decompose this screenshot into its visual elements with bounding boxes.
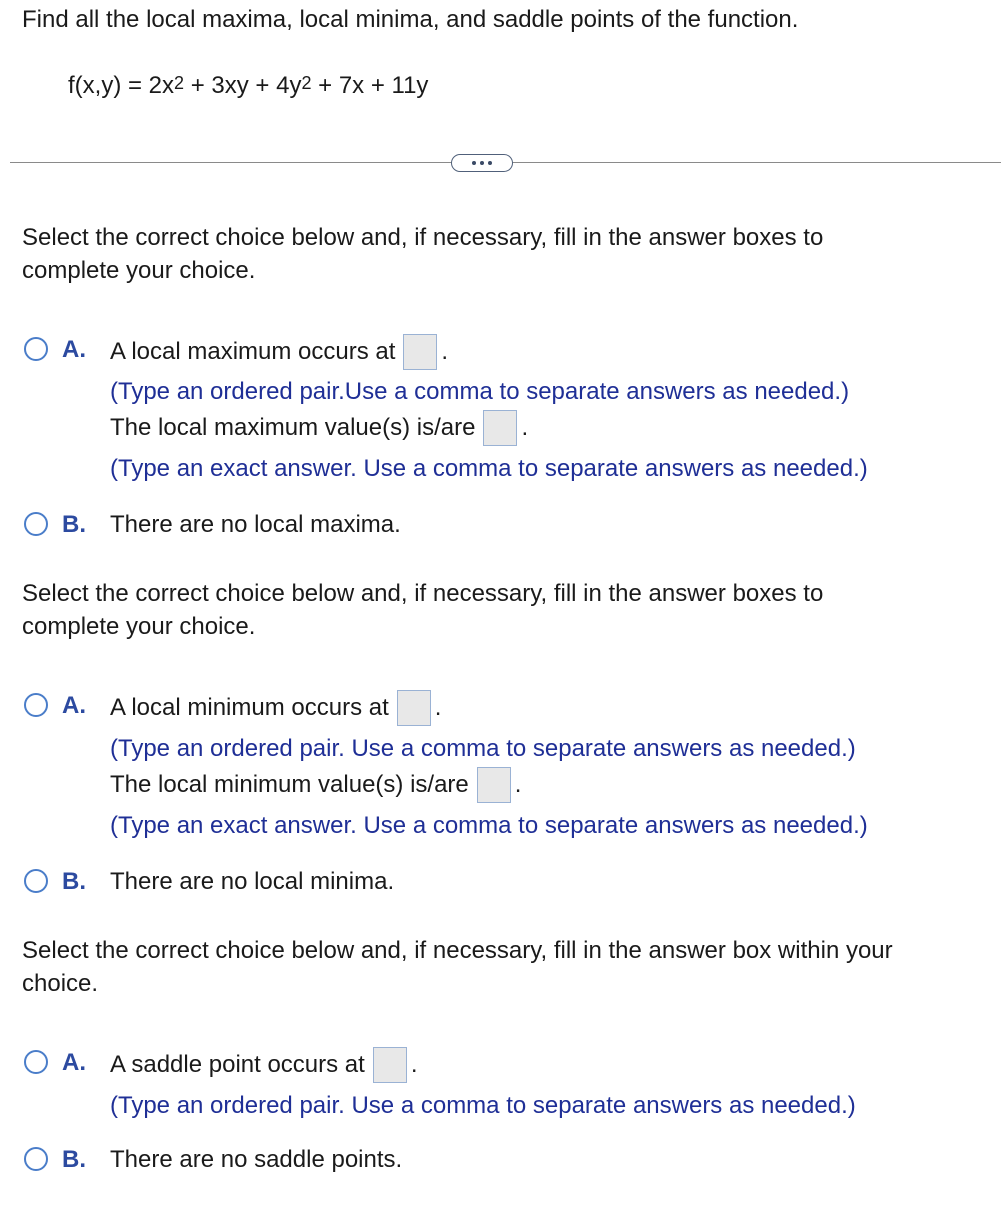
minima-point-hint: (Type an ordered pair. Use a comma to separate answers as needed.) — [110, 735, 856, 762]
minima-prompt: Select the correct choice below and, if necessary, fill in the answer boxes to complete your choice. — [22, 580, 824, 640]
maxima-value-hint: (Type an exact answer. Use a comma to separate answers as needed.) — [110, 455, 868, 482]
radio-button[interactable] — [24, 1050, 48, 1074]
maxima-point-label: A local maximum occurs at — [110, 338, 396, 365]
maxima-prompt: Select the correct choice below and, if necessary, fill in the answer boxes to complete your choice. — [22, 224, 824, 284]
ellipsis-icon — [472, 161, 476, 165]
maxima-value-input[interactable] — [483, 410, 517, 446]
choice-letter: A. — [62, 1049, 86, 1076]
choice-letter: B. — [62, 511, 86, 538]
maxima-none-label: There are no local maxima. — [110, 511, 401, 538]
maxima-point-input[interactable] — [403, 334, 437, 370]
radio-button[interactable] — [24, 512, 48, 536]
saddle-point-label: A saddle point occurs at — [110, 1051, 365, 1078]
minima-value-hint: (Type an exact answer. Use a comma to separate answers as needed.) — [110, 812, 868, 839]
choice-letter: B. — [62, 868, 86, 895]
minima-value-input[interactable] — [477, 767, 511, 803]
function-expression: $f(x,y) = 2x^2 + 3xy + 4y^2 + 7x + 11y$ — [68, 72, 429, 99]
radio-button[interactable] — [24, 869, 48, 893]
minima-none-label: There are no local minima. — [110, 868, 395, 895]
minima-point-label: A local minimum occurs at — [110, 694, 389, 721]
minima-point-input[interactable] — [397, 690, 431, 726]
saddle-prompt: Select the correct choice below and, if necessary, fill in the answer box within your choice. — [22, 937, 893, 997]
choice-letter: A. — [62, 336, 86, 363]
saddle-point-hint: (Type an ordered pair. Use a comma to separate answers as needed.) — [110, 1092, 856, 1119]
radio-button[interactable] — [24, 337, 48, 361]
minima-value-label: The local minimum value(s) is/are — [110, 771, 469, 798]
problem-instruction: Find all the local maxima, local minima, and saddle points of the function. — [22, 6, 799, 33]
choice-letter: B. — [62, 1146, 86, 1173]
saddle-point-input[interactable] — [373, 1047, 407, 1083]
maxima-value-label: The local maximum value(s) is/are — [110, 414, 476, 441]
radio-button[interactable] — [24, 693, 48, 717]
maxima-point-hint: (Type an ordered pair.Use a comma to separate answers as needed.) — [110, 378, 850, 405]
radio-button[interactable] — [24, 1147, 48, 1171]
choice-letter: A. — [62, 692, 86, 719]
more-button[interactable] — [451, 154, 513, 172]
saddle-none-label: There are no saddle points. — [110, 1146, 403, 1173]
